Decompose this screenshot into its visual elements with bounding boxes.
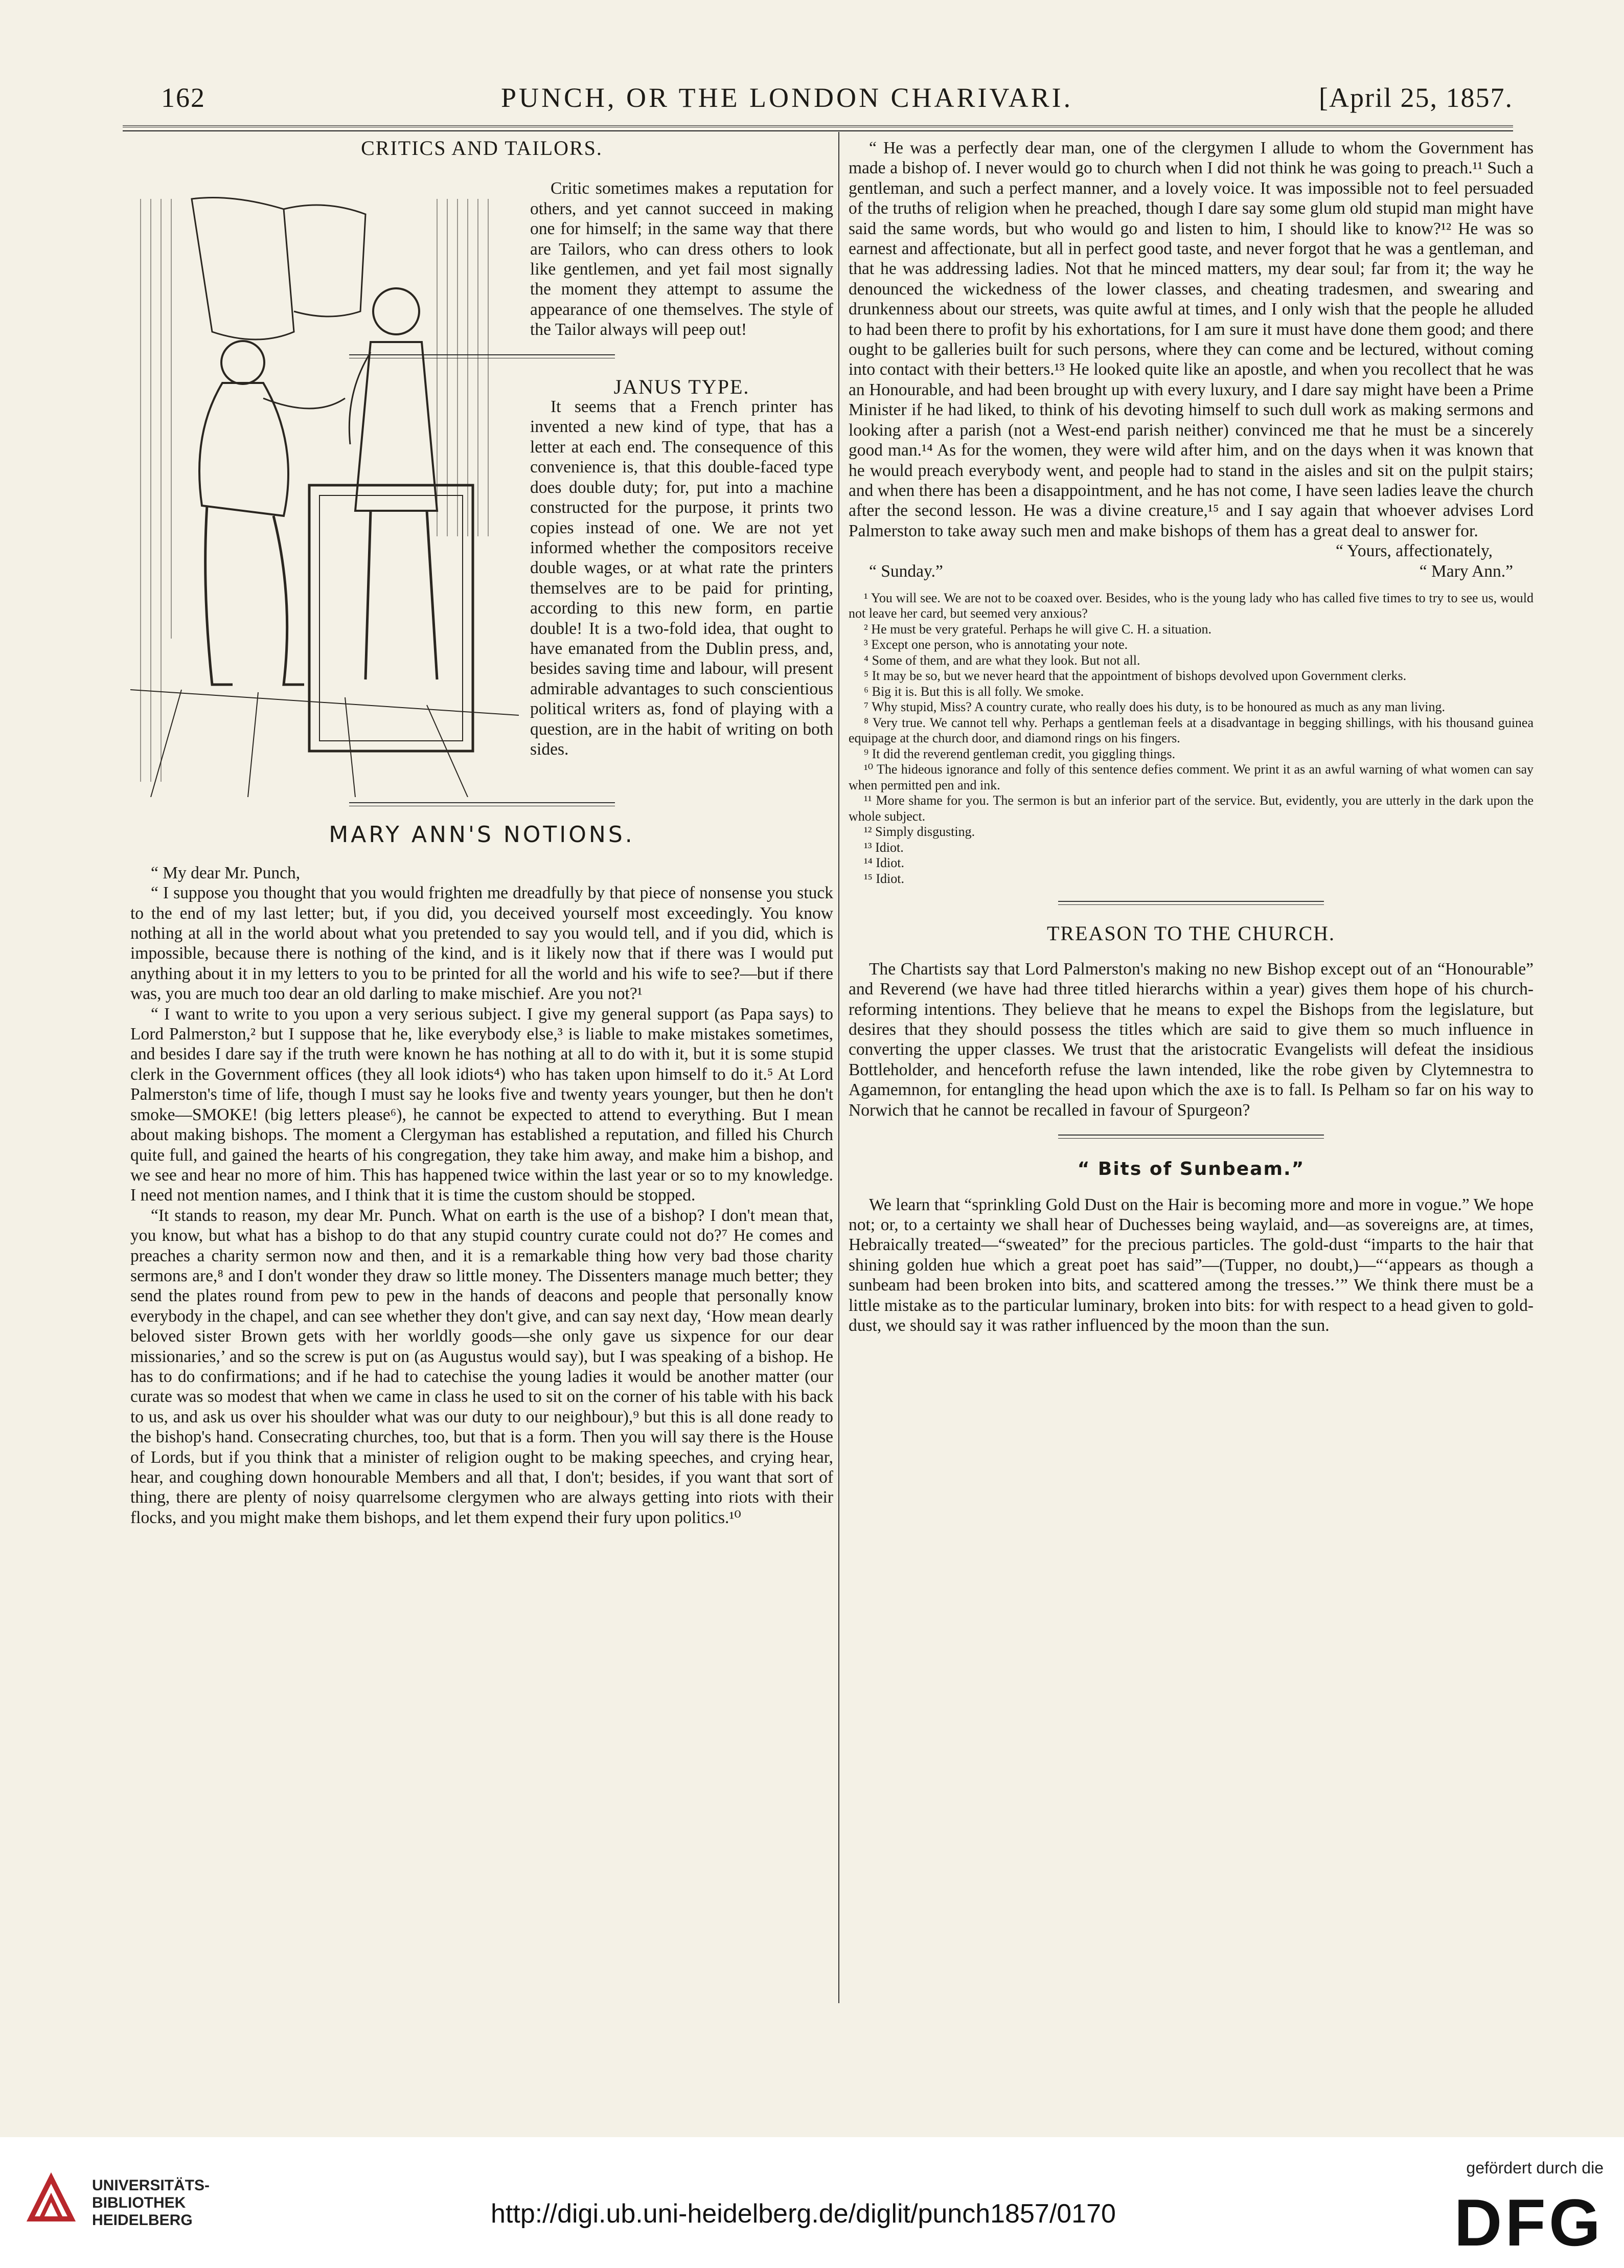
mary-ann-paragraph: “It stands to reason, my dear Mr. Punch. What on earth is the use of a bishop? I don't mean that, you know, but what has a bishop to do that any stupid country curate could not do?⁷ He comes and preaches a charity sermon now and then, and it is a remarkable thing how very bad those charity sermons are,⁸ and I don't wonder they draw so little money. The Dissenters manage much better; they send the plates round from pew to pew in the hands of deacons and people that personally know everybody in the chapel, and can see whether they don't give, and can say next day, ‘How mean dearly beloved sister Brown gets with her worldly goods—she only gave us sixpence for our dear missionaries,’ and so the screw is put on (as Augustus would say), but I was speaking of a bishop. He has to do confirmations; and if he had to catechise the young ladies it would be another matter (our curate was so modest that when we came in class he used to sit on the corner of his table with his back to us, and ask us over his shoulder what was our duty to our neighbour),⁹ but this is all done ready to the bishop's hand. Consecrating churches, too, but that is a form. Then you will say there is the House of Lords, but if you think that a minister of religion ought to be making speeches, and crying hear, hear, and coughing down honourable Members and all that, I don't; besides, if you want that sort of thing, there are plenty of noisy quarrelsome clergymen who are always getting into riots with their flocks, and you might make them bishops, and let them expend their fury upon politics.¹⁰	[130, 1206, 833, 1527]
footnote: ⁸ Very true. We cannot tell why. Perhaps a gentleman feels at a disadvantage in begging shillings, with his thousand guinea equipage at the church door, and diamond rings on his fingers.	[849, 715, 1534, 746]
sunbeam-text: We learn that “sprinkling Gold Dust on the Hair is becoming more and more in vogue.” We hope not; or, to a certainty we shall hear of Duchesses being waylaid, and—as sovereigns are, at times, Hebraically treated—“sweated” for the precious particles. The gold-dust “imparts to the hair that shining golden hue which a great poet has said”—(Tupper, no doubt,)—“‘appears as though a sunbeam had been broken into bits, and scattered among the tresses.’” We think there must be a little mistake as to the particular luminary, broken into bits: for with respect to a head given to gold-dust, we should say it was rather influenced by the moon than the sun.	[849, 1195, 1534, 1335]
signature-name: “ Mary Ann.”	[1419, 561, 1513, 581]
publication-title: PUNCH, OR THE LONDON CHARIVARI.	[501, 82, 1073, 113]
footnote: ² He must be very grateful. Perhaps he will give C. H. a situation.	[864, 621, 1212, 637]
university-library-name: UNIVERSITÄTS- BIBLIOTHEK HEIDELBERG	[92, 2177, 210, 2229]
footnote: ¹⁴ Idiot.	[864, 855, 904, 871]
mary-ann-salutation: “ My dear Mr. Punch,	[151, 863, 301, 882]
dfg-logo: DFG	[1454, 2185, 1604, 2260]
sunbeam-heading: “ Bits of Sunbeam.”	[1077, 1159, 1305, 1180]
mary-ann-closing: “ Yours, affectionately,	[1335, 541, 1493, 561]
footnote: ⁶ Big it is. But this is all folly. We smoke.	[864, 684, 1084, 699]
mary-ann-paragraph: “ I want to write to you upon a very serious subject. I give my general support (as Papa says) to Lord Palmerston,² but I suppose that he, like everybody else,³ is liable to make mistakes sometimes, and besides I dare say if the truth were known he has nothing at all to do with it, but it is some stupid clerk in the Government offices (they all look idiots⁴) who has taken upon himself to do it.⁵ At Lord Palmerston's time of life, though I must say he looks five and twenty years younger, but then he don't smoke—SMOKE! (big letters please⁶), he cannot be expected to attend to everything. But I mean about making bishops. The moment a Clergyman has established a reputation, and filled his Church quite full, and gained the hearts of his congregation, they take him away, and make him a bishop, and we see and hear no more of him. This has happened twice within the last year or so to my knowledge. I need not mention names, and I think that it is time the custom should be stopped.	[130, 1004, 833, 1205]
separator-rule	[1058, 1135, 1324, 1139]
digitization-footer	[0, 2137, 1624, 2268]
mary-ann-paragraph: “ He was a perfectly dear man, one of the clergymen I allude to whom the Government has made a bishop of. I never would go to church when I did not think he was going to preach.¹¹ Such a gentleman, and such a perfect manner, and a lovely voice. It was impossible not to feel persuaded of the truths of religion when he preached, though I dare say some glum old stupid man might have said the same words, but who would go and listen to him, I should like to know?¹² He was so earnest and affectionate, but all in perfect good taste, and never forgot that he was a gentleman, and that he was addressing ladies. Not that he minced matters, my dear soul; far from it; the way he denounced the wickedness of the lower classes, and cheating tradesmen, and swearing and drunkenness about our streets, was quite awful at times, and I only wish that the people he alluded to had been there to profit by his exhortations, for I am sure it must have done them good; and there ought to be galleries built for such persons, where they can come and be lectured, without coming into contact with their betters.¹³ He looked quite like an apostle, and when you recollect that he was an Honourable, and had been brought up with every luxury, and I dare say might have been a Prime Minister if he had liked, to think of his devoting himself to such dull work as making sermons and looking after a parish (not a West-end parish neither) convinced me that he must be a sincerely good man.¹⁴ As for the women, they were wild after him, and on the days when it was known that he would preach everybody went, and people had to stand in the aisles and sit on the pulpit stairs; and when there has been a disappointment, and he has not come, I have seen ladies leave the church after the second lesson. He was a divine creature,¹⁵ and I say again that whoever advises Lord Palmerston to take away such men and make bishops of them has a great deal to answer for.	[849, 139, 1534, 540]
janus-text: It seems that a French printer has invented a new kind of type, that has a letter at each end. The consequence of this convenience is, that this double-faced type does double duty; for, put into a machine constructed for the purpose, it prints two copies instead of one. We are not yet informed whether the compositors receive double wages, or at what rate the printers themselves are to be paid for printing, according to this new form, en partie double! It is a two-fold idea, that ought to have emanated from the Dublin press, and, besides saving time and labour, will present admirable advantages to such conscientious political writers as, fond of playing with a question, are in the habit of writing on both sides.	[530, 397, 833, 759]
footnotes	[849, 591, 1534, 887]
separator-rule	[349, 802, 615, 806]
mary-ann-heading: MARY ANN'S NOTIONS.	[329, 822, 635, 848]
janus-heading: JANUS TYPE.	[613, 375, 750, 398]
treason-heading: TREASON TO THE CHURCH.	[1046, 922, 1336, 945]
treason-text: The Chartists say that Lord Palmerston's making no new Bishop except out of an “Honourable” and Reverend (we have had three titled hierarchs within a year) gives them hope of his church-reforming intentions. They believe that he means to expel the Bishops from the legislature, but desires that they should possess the titles which are said to give them so much influence in converting the upper classes. We trust that the aristocratic Evangelists will defeat the insidious Bottleholder, and henceforth refuse the lawn intended, like the robe given by Clytemnestra to Agamemnon, for entangling the head upon which the axe is to fall. Is Pelham so far on his way to Norwich that he cannot be recalled in favour of Spurgeon?	[849, 959, 1534, 1120]
tailor-illustration	[130, 178, 519, 797]
footnote: ⁹ It did the reverend gentleman credit, you giggling things.	[864, 746, 1176, 761]
critics-heading: CRITICS AND TAILORS.	[361, 137, 603, 160]
footnote: ¹⁵ Idiot.	[864, 871, 904, 886]
footnote: ¹ You will see. We are not to be coaxed over. Besides, who is the young lady who has called five times to try to see us, would not leave her card, but seemed very anxious?	[849, 590, 1534, 621]
footnote: ¹³ Idiot.	[864, 840, 904, 855]
separator-rule	[1058, 901, 1324, 905]
tailor-engraving-image	[130, 178, 519, 797]
mary-ann-paragraph: “ I suppose you thought that you would frighten me dreadfully by that piece of nonsense you stuck to the end of my last letter; but, if you did, you deceived yourself most exceedingly. You know nothing at all in the world about what you pretended to say you would tell, and if you did, which is impossible, because there is nothing of the kind, and is it likely now that if there was I would put anything about it in my letters to you to be printed for all the world and his wife to see?—but if there was, you are much too dear an old darling to make mischief. Are you not?¹	[130, 883, 833, 1004]
footnote: ⁷ Why stupid, Miss? A country curate, who really does his duty, is to be honoured as much as any man living.	[864, 699, 1446, 715]
column-divider	[838, 132, 839, 2003]
issue-date: [April 25, 1857.	[1319, 82, 1513, 113]
page-number: 162	[161, 82, 205, 113]
signature-day: “ Sunday.”	[869, 561, 943, 581]
footnote: ⁵ It may be so, but we never heard that the appointment of bishops devolved upon Government clerks.	[864, 668, 1407, 684]
footnote: ⁴ Some of them, and are what they look. But not all.	[864, 652, 1140, 668]
source-url-link[interactable]: http://digi.ub.uni-heidelberg.de/diglit/punch1857/0170	[491, 2199, 1116, 2229]
page-header	[123, 82, 1513, 123]
left-column	[130, 138, 833, 1528]
funded-by-label: gefördert durch die	[1466, 2159, 1604, 2177]
footnote: ¹² Simply disgusting.	[864, 824, 975, 840]
footnote: ¹¹ More shame for you. The sermon is but an inferior part of the service. But, evidently, you are utterly in the dark upon the whole subject.	[849, 793, 1534, 824]
footnote: ³ Except one person, who is annotating your note.	[864, 637, 1128, 652]
university-library-logo-icon	[20, 2168, 82, 2229]
critics-text: Critic sometimes makes a reputation for others, and yet cannot succeed in making one for himself; in the same way that there are Tailors, who can dress others to look like gentlemen, and yet fail most signally the moment they attempt to assume the appearance of one themselves. The style of the Tailor always will peep out!	[530, 179, 833, 339]
footnote: ¹⁰ The hideous ignorance and folly of this sentence defies comment. We print it as an awful warning of what women can say when permitted pen and ink.	[849, 762, 1534, 792]
mary-ann-signature	[849, 561, 1534, 581]
right-column	[849, 138, 1534, 1335]
header-rule	[123, 125, 1513, 131]
